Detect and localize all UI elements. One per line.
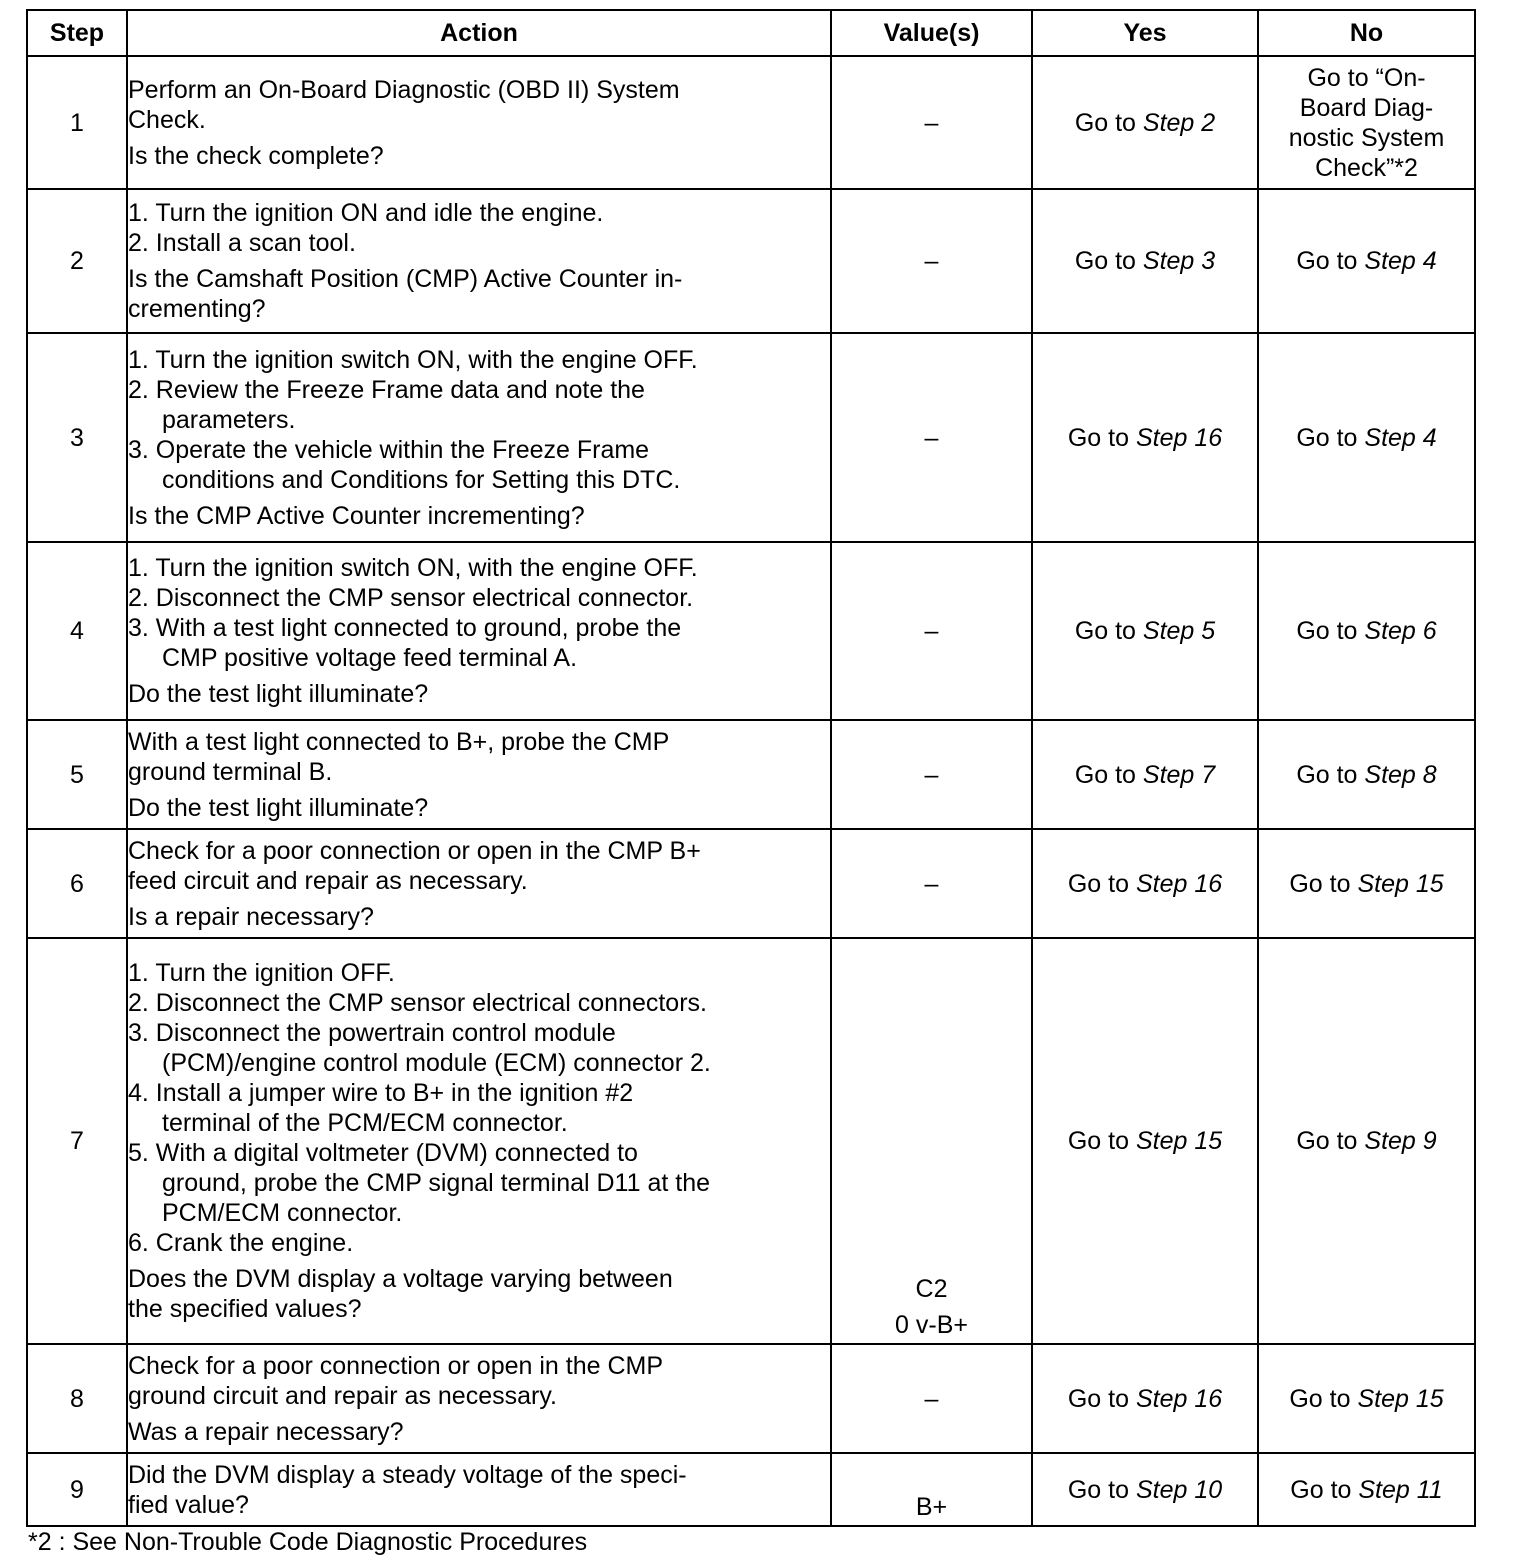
goto-prefix: Go to bbox=[1074, 760, 1143, 789]
value-cell: – bbox=[831, 542, 1032, 720]
value-cell: – bbox=[831, 56, 1032, 189]
goto-target: Step 5 bbox=[1142, 617, 1216, 645]
yes-cell bbox=[1032, 829, 1258, 938]
yes-cell bbox=[1032, 189, 1258, 333]
step-number: 6 bbox=[27, 829, 127, 938]
goto-target: Step 6 bbox=[1364, 617, 1437, 645]
step-number: 3 bbox=[27, 333, 127, 542]
no-cell bbox=[1258, 938, 1475, 1344]
no-cell bbox=[1258, 720, 1475, 829]
yes-cell bbox=[1032, 56, 1258, 189]
action-cell bbox=[127, 56, 831, 189]
action-text: Check for a poor connection or open in the CMP B+ bbox=[128, 836, 701, 865]
step-number: 5 bbox=[27, 720, 127, 829]
goto-prefix: Go to bbox=[1296, 247, 1365, 275]
goto-prefix: Go to bbox=[1289, 1384, 1358, 1413]
goto-target: Step 15 bbox=[1357, 869, 1444, 898]
action-cell bbox=[127, 829, 831, 938]
table-row bbox=[27, 938, 1475, 1344]
action-item: 1. Turn the ignition OFF. bbox=[128, 959, 395, 987]
goto-target: Step 8 bbox=[1364, 760, 1437, 789]
no-cell bbox=[1258, 1453, 1475, 1526]
header-action: Action bbox=[127, 10, 831, 56]
table-row bbox=[27, 333, 1475, 542]
action-cell bbox=[127, 333, 831, 542]
action-text: fied value? bbox=[128, 1490, 249, 1519]
goto-target: Step 7 bbox=[1142, 760, 1216, 789]
value-text: C2 bbox=[915, 1275, 948, 1303]
action-item: 3. Disconnect the powertrain control module (PCM)/engine control module (ECM) connector 2. bbox=[128, 1019, 711, 1077]
action-text: With a test light connected to B+, probe the CMP bbox=[128, 727, 670, 756]
action-item: 1. Turn the ignition ON and idle the engine. bbox=[128, 199, 604, 227]
action-cell bbox=[127, 938, 831, 1344]
yes-cell bbox=[1032, 542, 1258, 720]
question-text: crementing? bbox=[128, 295, 266, 323]
goto-prefix: Go to bbox=[1296, 1127, 1365, 1155]
value-text: 0 v-B+ bbox=[895, 1311, 968, 1339]
goto-prefix: Go to bbox=[1296, 760, 1365, 789]
table-row bbox=[27, 829, 1475, 938]
value-cell: B+ bbox=[831, 1453, 1032, 1526]
header-values: Value(s) bbox=[831, 10, 1032, 56]
action-cell bbox=[127, 720, 831, 829]
question-text: Was a repair necessary? bbox=[128, 1417, 404, 1446]
header-no: No bbox=[1258, 10, 1475, 56]
step-number: 8 bbox=[27, 1344, 127, 1453]
header-yes: Yes bbox=[1032, 10, 1258, 56]
table-row bbox=[27, 720, 1475, 829]
goto-prefix: Go to bbox=[1067, 869, 1136, 898]
action-text: Check. bbox=[128, 105, 206, 134]
action-text: ground circuit and repair as necessary. bbox=[128, 1381, 557, 1410]
yes-cell bbox=[1032, 333, 1258, 542]
question-text: Is a repair necessary? bbox=[128, 902, 374, 931]
yes-cell bbox=[1032, 720, 1258, 829]
value-cell: – bbox=[831, 720, 1032, 829]
action-text: ground terminal B. bbox=[128, 757, 333, 786]
footnote: *2 : See Non-Trouble Code Diagnostic Procedures bbox=[28, 1528, 588, 1556]
value-cell: – bbox=[831, 829, 1032, 938]
no-cell bbox=[1258, 333, 1475, 542]
goto-target: Step 4 bbox=[1364, 423, 1437, 452]
step-number: 4 bbox=[27, 542, 127, 720]
yes-cell bbox=[1032, 1453, 1258, 1526]
goto-prefix: Go to bbox=[1074, 108, 1143, 137]
step-number: 7 bbox=[27, 938, 127, 1344]
value-cell bbox=[831, 938, 1032, 1344]
action-item: 6. Crank the engine. bbox=[128, 1229, 354, 1257]
question-text: Do the test light illuminate? bbox=[128, 793, 429, 822]
action-item: 1. Turn the ignition switch ON, with the engine OFF. bbox=[128, 345, 698, 374]
goto-prefix: Go to bbox=[1067, 1475, 1136, 1504]
goto-target: Step 16 bbox=[1135, 869, 1223, 898]
goto-target: Step 11 bbox=[1358, 1475, 1443, 1504]
action-cell bbox=[127, 189, 831, 333]
question-text: Is the CMP Active Counter incrementing? bbox=[128, 501, 585, 530]
action-text: Perform an On-Board Diagnostic (OBD II) System bbox=[128, 75, 680, 104]
no-cell bbox=[1258, 829, 1475, 938]
action-item: 1. Turn the ignition switch ON, with the engine OFF. bbox=[128, 554, 698, 582]
step-number: 1 bbox=[27, 56, 127, 189]
table-row bbox=[27, 1453, 1475, 1526]
question-text: the specified values? bbox=[128, 1295, 362, 1323]
goto-target: Step 2 bbox=[1142, 108, 1216, 137]
no-text: Check”*2 bbox=[1315, 153, 1418, 182]
action-item: 2. Disconnect the CMP sensor electrical connector. bbox=[128, 584, 694, 612]
table-row bbox=[27, 542, 1475, 720]
action-item: 2. Disconnect the CMP sensor electrical connectors. bbox=[128, 989, 707, 1017]
no-cell bbox=[1258, 542, 1475, 720]
goto-target: Step 3 bbox=[1142, 247, 1216, 275]
action-text: Check for a poor connection or open in the CMP bbox=[128, 1351, 664, 1380]
action-cell bbox=[127, 1453, 831, 1526]
goto-target: Step 4 bbox=[1364, 247, 1437, 275]
no-cell bbox=[1258, 189, 1475, 333]
question-text: Does the DVM display a voltage varying between bbox=[128, 1265, 673, 1293]
goto-prefix: Go to bbox=[1296, 423, 1365, 452]
no-text: nostic System bbox=[1288, 123, 1445, 152]
value-cell: – bbox=[831, 333, 1032, 542]
goto-prefix: Go to bbox=[1067, 1127, 1136, 1155]
step-number: 2 bbox=[27, 189, 127, 333]
action-item: 2. Review the Freeze Frame data and note the parameters. bbox=[128, 375, 645, 434]
goto-target: Step 10 bbox=[1135, 1475, 1223, 1504]
goto-prefix: Go to bbox=[1289, 869, 1358, 898]
no-cell bbox=[1258, 1344, 1475, 1453]
question-text: Is the Camshaft Position (CMP) Active Counter in- bbox=[128, 265, 683, 293]
action-item: 3. With a test light connected to ground, probe the CMP positive voltage feed terminal A. bbox=[128, 614, 682, 672]
no-text: Go to “On- bbox=[1307, 63, 1426, 92]
goto-prefix: Go to bbox=[1067, 1384, 1136, 1413]
table-row bbox=[27, 189, 1475, 333]
table-row bbox=[27, 1344, 1475, 1453]
header-step: Step bbox=[27, 10, 127, 56]
goto-target: Step 15 bbox=[1135, 1127, 1223, 1155]
table-row bbox=[27, 56, 1475, 189]
goto-prefix: Go to bbox=[1296, 617, 1365, 645]
no-cell bbox=[1258, 56, 1475, 189]
diagnostic-table bbox=[26, 9, 1476, 1527]
action-item: 5. With a digital voltmeter (DVM) connected to ground, probe the CMP signal terminal D11 at the PCM/ECM connector. bbox=[128, 1139, 710, 1227]
yes-cell bbox=[1032, 1344, 1258, 1453]
goto-prefix: Go to bbox=[1067, 423, 1136, 452]
yes-cell bbox=[1032, 938, 1258, 1344]
action-item: 4. Install a jumper wire to B+ in the ignition #2 terminal of the PCM/ECM connector. bbox=[128, 1079, 634, 1137]
action-cell bbox=[127, 542, 831, 720]
goto-target: Step 16 bbox=[1135, 1384, 1223, 1413]
value-cell: – bbox=[831, 1344, 1032, 1453]
action-cell bbox=[127, 1344, 831, 1453]
goto-prefix: Go to bbox=[1074, 247, 1143, 275]
header-row bbox=[27, 10, 1475, 56]
goto-prefix: Go to bbox=[1074, 617, 1143, 645]
step-number: 9 bbox=[27, 1453, 127, 1526]
goto-target: Step 15 bbox=[1357, 1384, 1444, 1413]
question-text: Do the test light illuminate? bbox=[128, 680, 429, 708]
goto-target: Step 9 bbox=[1364, 1127, 1437, 1155]
action-item: 2. Install a scan tool. bbox=[128, 229, 356, 257]
action-item: 3. Operate the vehicle within the Freeze Frame conditions and Conditions for Setting this DTC. bbox=[128, 435, 681, 494]
action-text: Did the DVM display a steady voltage of the speci- bbox=[128, 1460, 687, 1489]
goto-target: Step 16 bbox=[1135, 423, 1223, 452]
value-cell: – bbox=[831, 189, 1032, 333]
no-text: Board Diag- bbox=[1299, 93, 1434, 122]
action-text: feed circuit and repair as necessary. bbox=[128, 866, 528, 895]
question-text: Is the check complete? bbox=[128, 141, 384, 170]
goto-prefix: Go to bbox=[1290, 1475, 1359, 1504]
